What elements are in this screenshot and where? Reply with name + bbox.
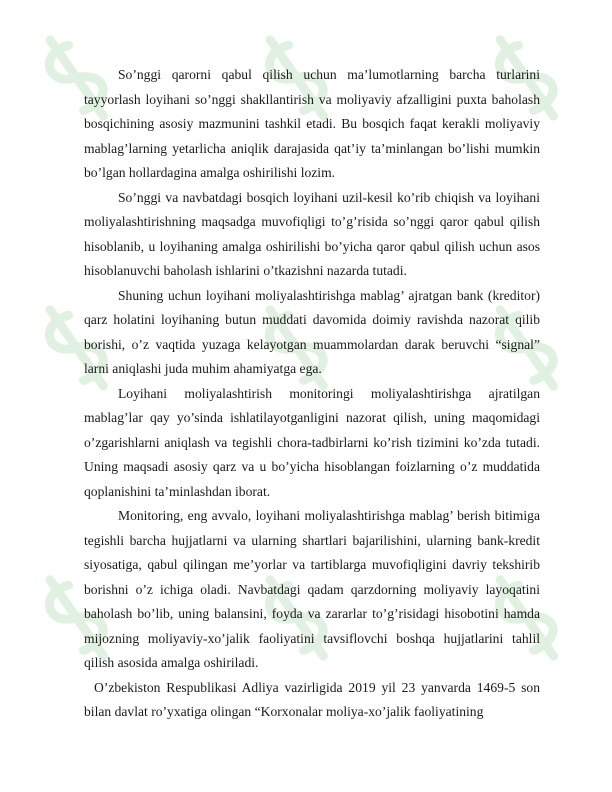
paragraph: So’nggi qarorni qabul qilish uchun ma’lumotlarning barcha turlarini tayyorlash loyihani so’nggi shakllantirish va moliyaviy afzalligini puxta baholash bosqichining asosiy mazmunini tashkil etadi. Bu bosqich faqat kerakli moliyaviy mablag’larning yetarlicha aniqlik darajasida qat’iy ta’minlangan bo’lishi mumkin bo’lgan hollardagina amalga oshirilishi lozim. xyxy=(84,67,540,180)
paragraph: O’zbekiston Respublikasi Adliya vazirligida 2019 yil 23 yanvarda 1469-5 son bilan davlat ro’yxatiga olingan “Korxonalar moliya-xo’jalik faoliyatining xyxy=(84,679,540,719)
paragraph: Monitoring, eng avvalo, loyihani moliyalashtirishga mablag’ berish bitimiga tegishli barcha hujjatlarni va ularning shartlari bajarilishini, ularning bank-kredit siyosatiga, qabul qilingan me’yorlar va tartiblarga muvofiqligini davriy tekshirib borishni o’z ichiga oladi. Navbatdagi qadam qarzdorning moliyaviy layoqatini baholash bo’lib, uning balansini, foyda va zararlar to’g’risidagi hisobotini hamda mijozning moliyaviy-xo’jalik faoliyatini tavsiflovchi boshqa hujjatlarini tahlil qilish asosida amalga oshiriladi. xyxy=(84,508,540,670)
paragraph: Shuning uchun loyihani moliyalashtirishga mablag’ ajratgan bank (kreditor) qarz holatini loyihaning butun muddati davomida doimiy ravishda nazorat qilib borishi, o’z vaqtida yuzaga kelayotgan muammolardan darak beruvchi “signal” larni aniqlashi juda muhim ahamiyatga ega. xyxy=(84,287,540,376)
paragraph: So’nggi va navbatdagi bosqich loyihani uzil-kesil ko’rib chiqish va loyihani moliyalashtirishning maqsadga muvofiqligi to’g’risida so’nggi qaror qabul qilish hisoblanib, u loyihaning amalga oshirilishi bo’yicha qaror qabul qilish uchun asos hisoblanuvchi baholash ishlarini o’tkazishni nazarda tutadi. xyxy=(84,189,540,278)
paragraph: Loyihani moliyalashtirish monitoringi moliyalashtirishga ajratilgan mablag’lar qay yo’sinda ishlatilayotganligini nazorat qilish, uning maqomidagi o’zgarishlarni aniqlash va tegishli chora-tadbirlarni ko’rish tizimini ko’zda tutadi. Uning maqsadi asosiy qarz va u bo’yicha hisoblangan foizlarning o’z muddatida qoplanishini ta’minlashdan iborat. xyxy=(84,385,540,499)
document-body xyxy=(84,63,540,725)
